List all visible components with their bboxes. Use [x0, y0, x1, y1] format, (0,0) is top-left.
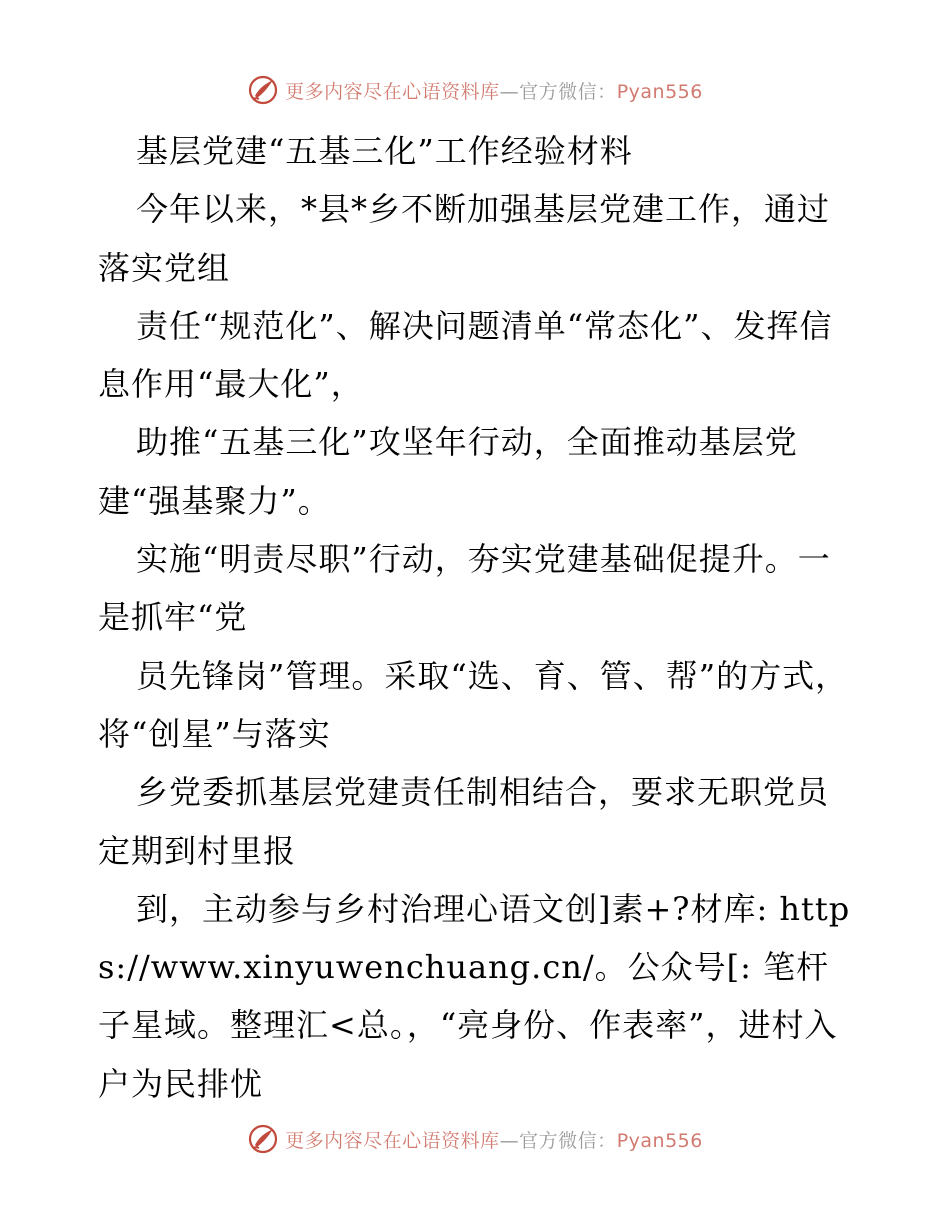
brush-logo-icon: [247, 1123, 279, 1155]
banner-dash: —: [499, 80, 520, 103]
brush-logo-icon: [247, 74, 279, 106]
banner-brand: 更多内容尽在心语资料库: [285, 80, 500, 103]
banner-official-label: 官方微信：: [519, 80, 617, 103]
banner-inner: [247, 74, 703, 106]
banner-official-label: 官方微信：: [519, 1129, 617, 1152]
paragraph: 到，主动参与乡村治理心语文创]素+?材库: https://www.xinyuwenchuang.cn/。公众号[: 笔杆子星域。整理汇<总。，“亮身份、作表率”，进村入户为民排忧: [98, 889, 851, 1103]
banner-brand: 更多内容尽在心语资料库: [285, 1129, 500, 1152]
paragraph: 员先锋岗”管理。采取“选、育、管、帮”的方式，将“创星”与落实: [98, 656, 849, 753]
document-body: [98, 122, 858, 1113]
banner-inner: [247, 1123, 703, 1155]
banner-dash: —: [499, 1129, 520, 1152]
paragraph: 实施“明责尽职”行动，夯实党建基础促提升。一是抓牢“党: [98, 540, 831, 637]
paragraph: 责任“规范化”、解决问题清单“常态化”、发挥信息作用“最大化”，: [98, 306, 833, 404]
banner-text: [285, 77, 703, 104]
document-title: 基层党建“五基三化”工作经验材料: [136, 132, 633, 170]
banner-handle: Pyan556: [616, 1129, 703, 1152]
banner-handle: Pyan556: [616, 80, 703, 103]
paragraph: 乡党委抓基层党建责任制相结合，要求无职党员定期到村里报: [98, 773, 830, 870]
header-watermark-banner: [0, 70, 950, 110]
banner-text: [285, 1126, 703, 1153]
paragraph: 助推“五基三化”攻坚年行动，全面推动基层党建“强基聚力”。: [98, 423, 798, 520]
paragraph: 今年以来，*县*乡不断加强基层党建工作，通过落实党组: [98, 190, 831, 287]
footer-watermark-banner: [0, 1119, 950, 1159]
